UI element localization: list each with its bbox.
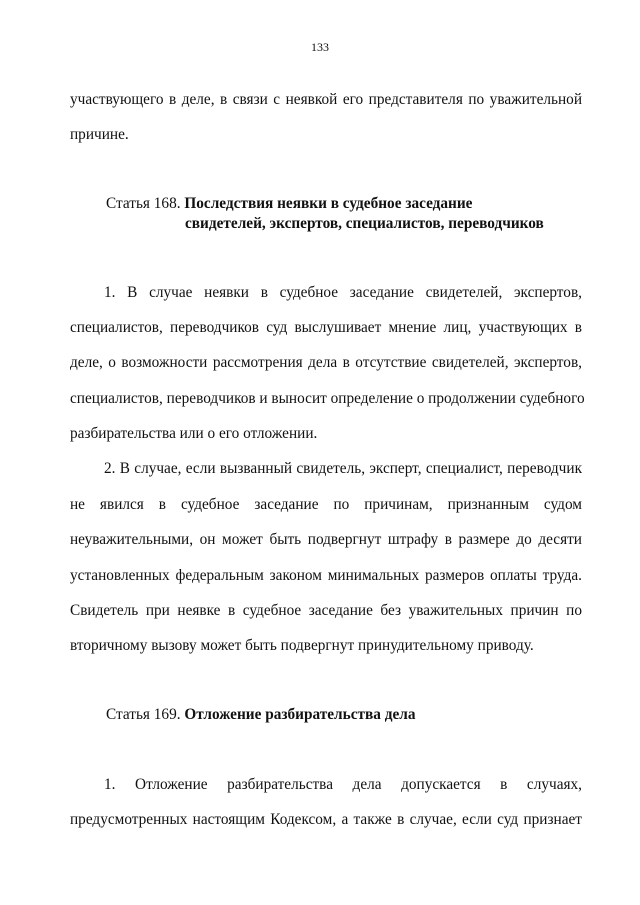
article-168-p2-line-5: Свидетель при неявке в судебное заседание без уважительных причин по: [70, 602, 582, 619]
article-168-p1-line-4: специалистов, переводчиков и выносит определение о продолжении судебного: [70, 390, 585, 407]
article-168-p1-line-2: специалистов, переводчиков суд выслушивает мнение лиц, участвующих в: [70, 319, 582, 336]
article-169-heading: [106, 706, 416, 724]
page-number: 133: [311, 40, 329, 54]
article-168-p1-line-1: 1. В случае неявки в судебное заседание свидетелей, экспертов,: [104, 284, 582, 301]
article-168-p2-line-3: неуважительными, он может быть подвергнут штрафу в размере до десяти: [70, 531, 582, 548]
article-169-label: Статья 169.: [106, 706, 181, 723]
article-168-p1-line-5: разбирательства или о его отложении.: [70, 425, 318, 442]
article-169-p1-line-2: предусмотренных настоящим Кодексом, а также в случае, если суд признает: [70, 811, 582, 828]
article-168-title-line-1: Последствия неявки в судебное заседание: [184, 195, 473, 212]
article-168-p2-line-4: установленных федеральным законом минимальных размеров оплаты труда.: [70, 567, 582, 584]
intro-line-1: участвующего в деле, в связи с неявкой его представителя по уважительной: [70, 91, 582, 108]
article-168-p2-line-6: вторичному вызову может быть подвергнут принудительному приводу.: [70, 637, 534, 654]
article-168-p2-line-2: не явился в судебное заседание по причинам, признанным судом: [70, 496, 582, 513]
article-169-p1-line-1: 1. Отложение разбирательства дела допускается в случаях,: [104, 776, 582, 793]
article-168-p2-line-1: 2. В случае, если вызванный свидетель, эксперт, специалист, переводчик: [104, 460, 582, 477]
article-168-p1-line-3: деле, о возможности рассмотрения дела в отсутствие свидетелей, экспертов,: [70, 354, 582, 371]
article-169-title: Отложение разбирательства дела: [184, 706, 416, 723]
intro-line-2: причине.: [70, 126, 129, 143]
article-168-label: Статья 168.: [106, 195, 181, 212]
article-168-heading: [106, 195, 472, 213]
article-168-title-line-2: свидетелей, экспертов, специалистов, переводчиков: [185, 215, 544, 232]
